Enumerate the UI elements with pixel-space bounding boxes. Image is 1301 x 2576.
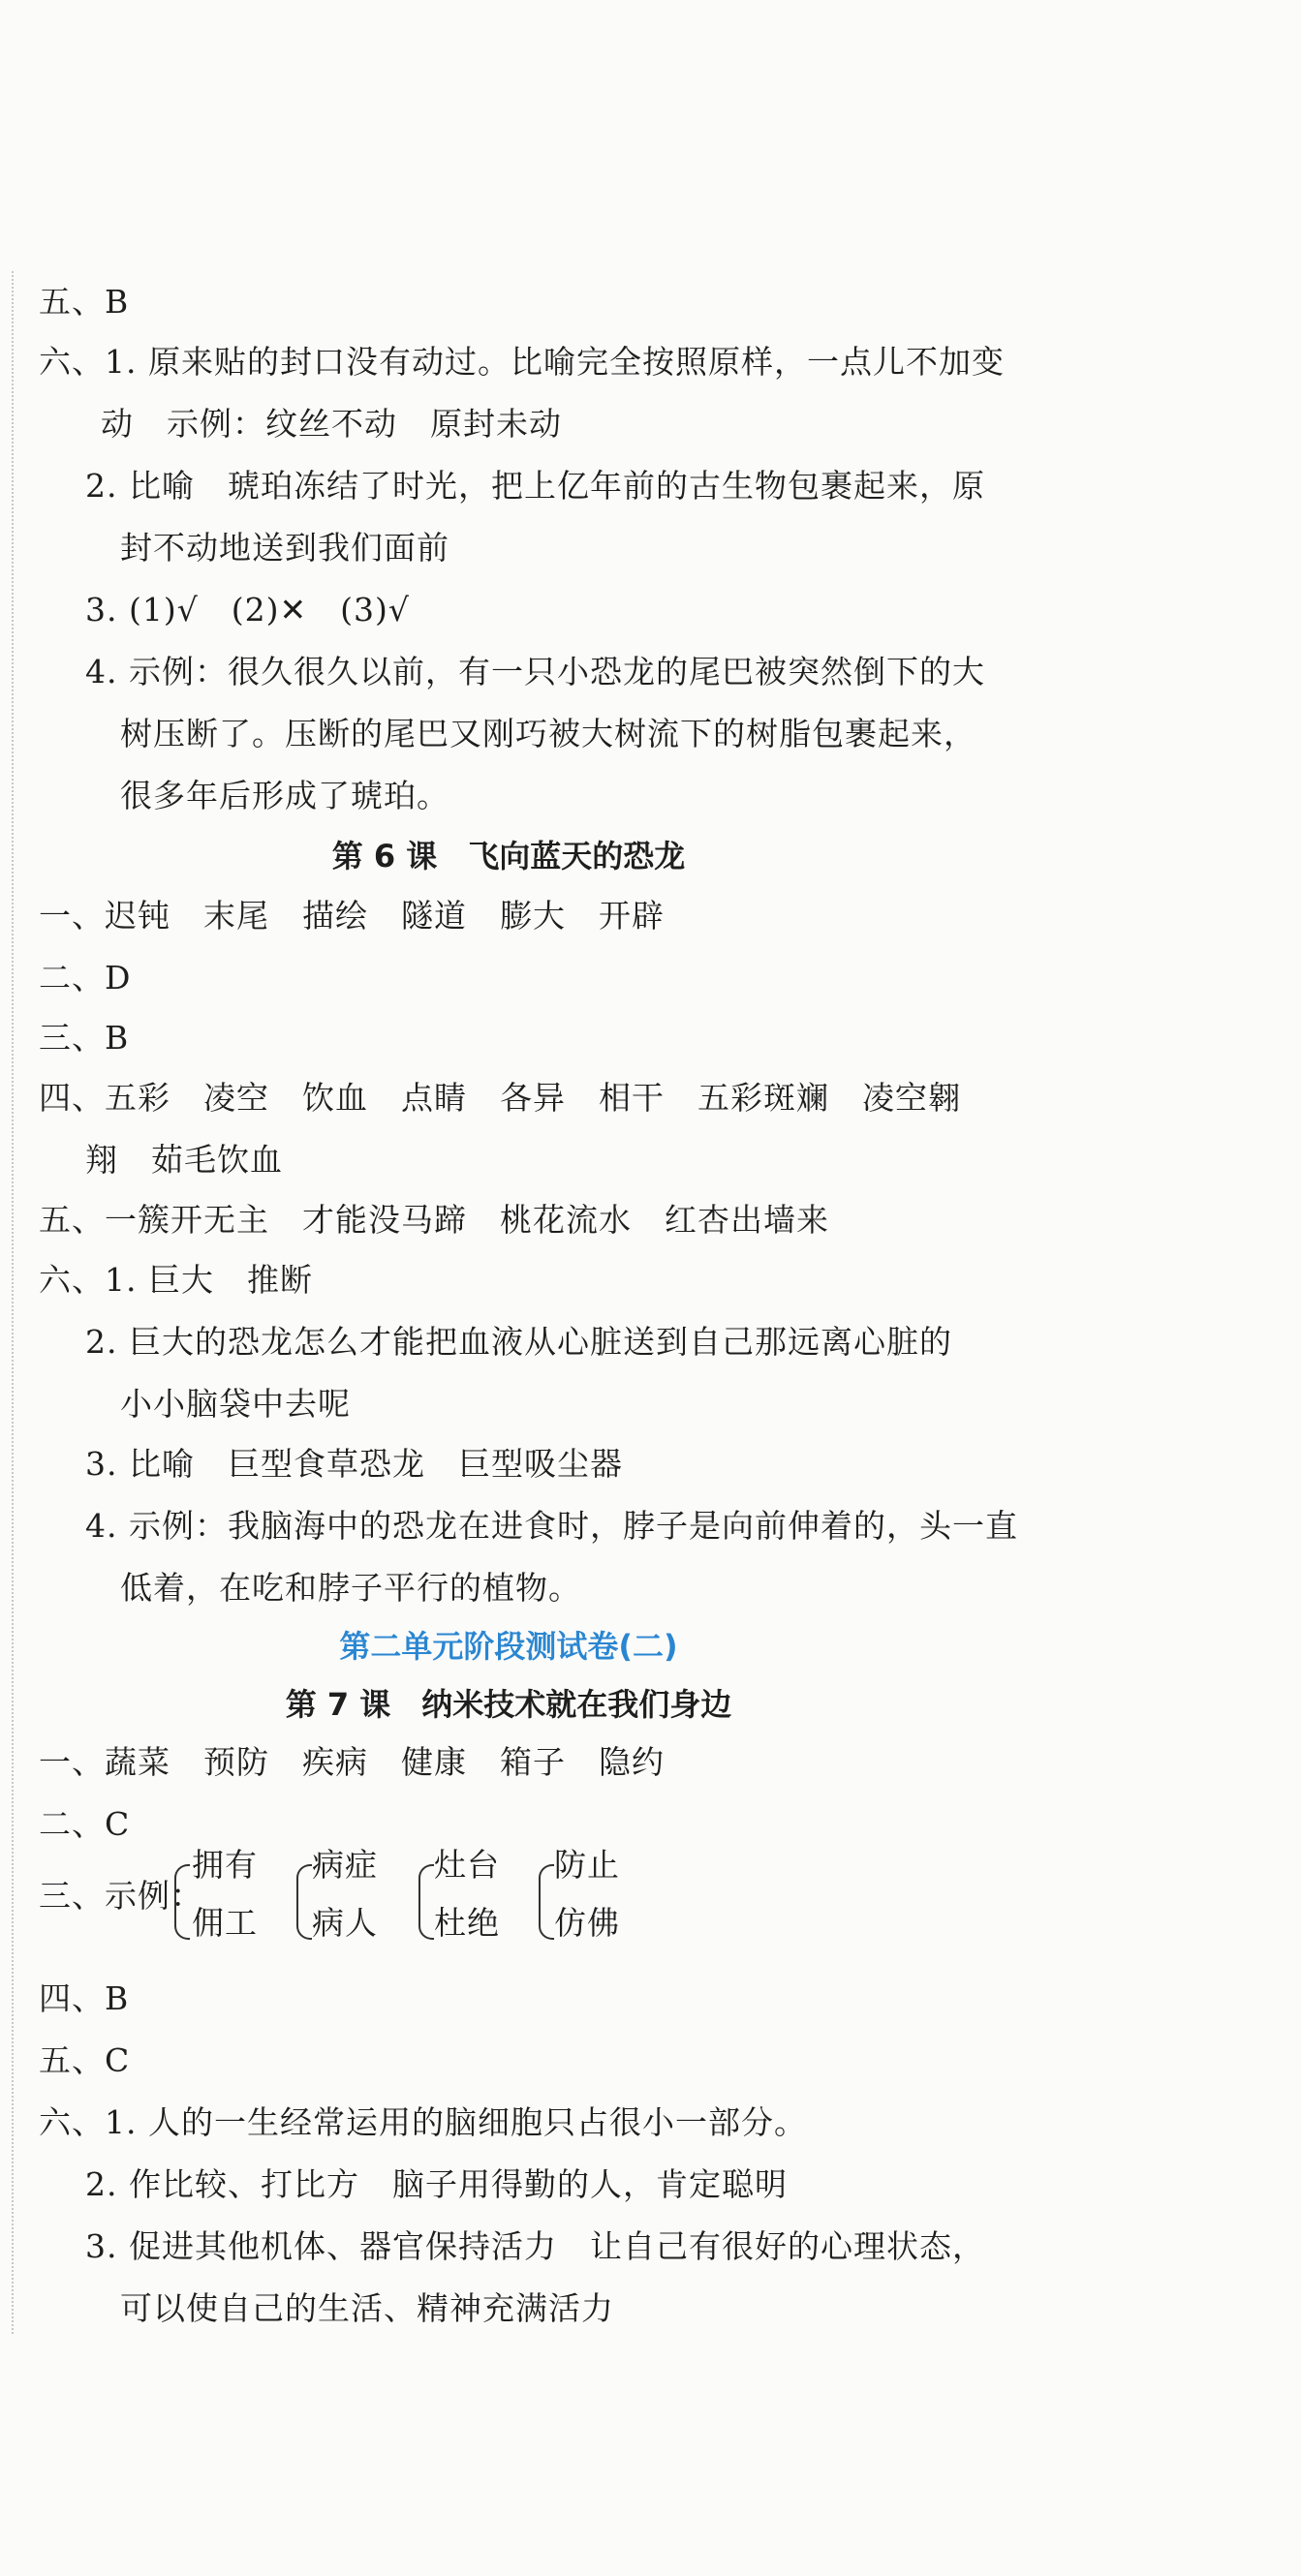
- answer-line: 树压断了。压断的尾巴又刚巧被大树流下的树脂包裹起来，: [120, 715, 976, 752]
- answer-line: 五、一簇开无主 才能没马蹄 桃花流水 红杏出墙来: [39, 1201, 829, 1239]
- word: 佣工: [192, 1904, 258, 1942]
- brace: [296, 1864, 312, 1940]
- answer-line: 六、1. 人的一生经常运用的脑细胞只占很小一部分。: [39, 2103, 807, 2141]
- answer-line: 一、迟钝 末尾 描绘 隧道 膨大 开辟: [39, 897, 665, 935]
- lesson-title: 第 6 课 飞向蓝天的恐龙: [331, 838, 686, 874]
- word: 仿佛: [554, 1904, 620, 1942]
- brace: [174, 1864, 190, 1940]
- section-title: 第二单元阶段测试卷(二): [339, 1628, 678, 1665]
- answer-line: 翔 茹毛饮血: [85, 1141, 283, 1179]
- answer-line: 2. 巨大的恐龙怎么才能把血液从心脏送到自己那远离心脏的: [85, 1323, 952, 1361]
- answer-line: 三、示例：: [39, 1877, 203, 1915]
- answer-line: 六、1. 原来贴的封口没有动过。比喻完全按照原样，一点儿不加变: [39, 343, 1005, 381]
- answer-line: 3. (1)√ (2)✕ (3)√: [85, 591, 410, 629]
- answer-line: 二、D: [39, 959, 132, 997]
- answer-line: 3. 比喻 巨型食草恐龙 巨型吸尘器: [85, 1445, 623, 1483]
- answer-line: 三、B: [39, 1019, 130, 1057]
- word: 病人: [312, 1904, 378, 1942]
- answer-line: 二、C: [39, 1805, 131, 1843]
- brace: [418, 1864, 434, 1940]
- answer-line: 四、B: [39, 1979, 130, 2017]
- brace: [539, 1864, 554, 1940]
- answer-line: 动 示例：纹丝不动 原封未动: [101, 405, 562, 443]
- answer-line: 2. 比喻 琥珀冻结了时光，把上亿年前的古生物包裹起来，原: [85, 467, 985, 505]
- binding-margin-line: [12, 271, 14, 2334]
- answer-line: 3. 促进其他机体、器官保持活力 让自己有很好的心理状态，: [85, 2227, 985, 2265]
- answer-line: 小小脑袋中去呢: [120, 1385, 351, 1423]
- answer-line: 封不动地送到我们面前: [120, 529, 449, 567]
- answer-line: 可以使自己的生活、精神充满活力: [120, 2289, 614, 2327]
- answer-line: 低着，在吃和脖子平行的植物。: [120, 1569, 581, 1607]
- word: 杜绝: [434, 1904, 500, 1942]
- answer-line: 4. 示例：我脑海中的恐龙在进食时，脖子是向前伸着的，头一直: [85, 1507, 1018, 1545]
- answer-line: 四、五彩 凌空 饮血 点睛 各异 相干 五彩斑斓 凌空翱: [39, 1079, 961, 1117]
- word: 防止: [554, 1846, 620, 1884]
- answer-line: 一、蔬菜 预防 疾病 健康 箱子 隐约: [39, 1743, 665, 1781]
- word: 灶台: [434, 1846, 500, 1884]
- answer-line: 2. 作比较、打比方 脑子用得勤的人，肯定聪明: [85, 2165, 788, 2203]
- answer-line: 五、C: [39, 2041, 131, 2079]
- answer-line: 六、1. 巨大 推断: [39, 1261, 313, 1299]
- answer-line: 很多年后形成了琥珀。: [120, 777, 449, 814]
- answer-line: 五、B: [39, 283, 130, 321]
- word: 拥有: [192, 1846, 258, 1884]
- word: 病症: [312, 1846, 378, 1884]
- lesson-title: 第 7 课 纳米技术就在我们身边: [285, 1686, 732, 1723]
- answer-line: 4. 示例：很久很久以前，有一只小恐龙的尾巴被突然倒下的大: [85, 653, 985, 690]
